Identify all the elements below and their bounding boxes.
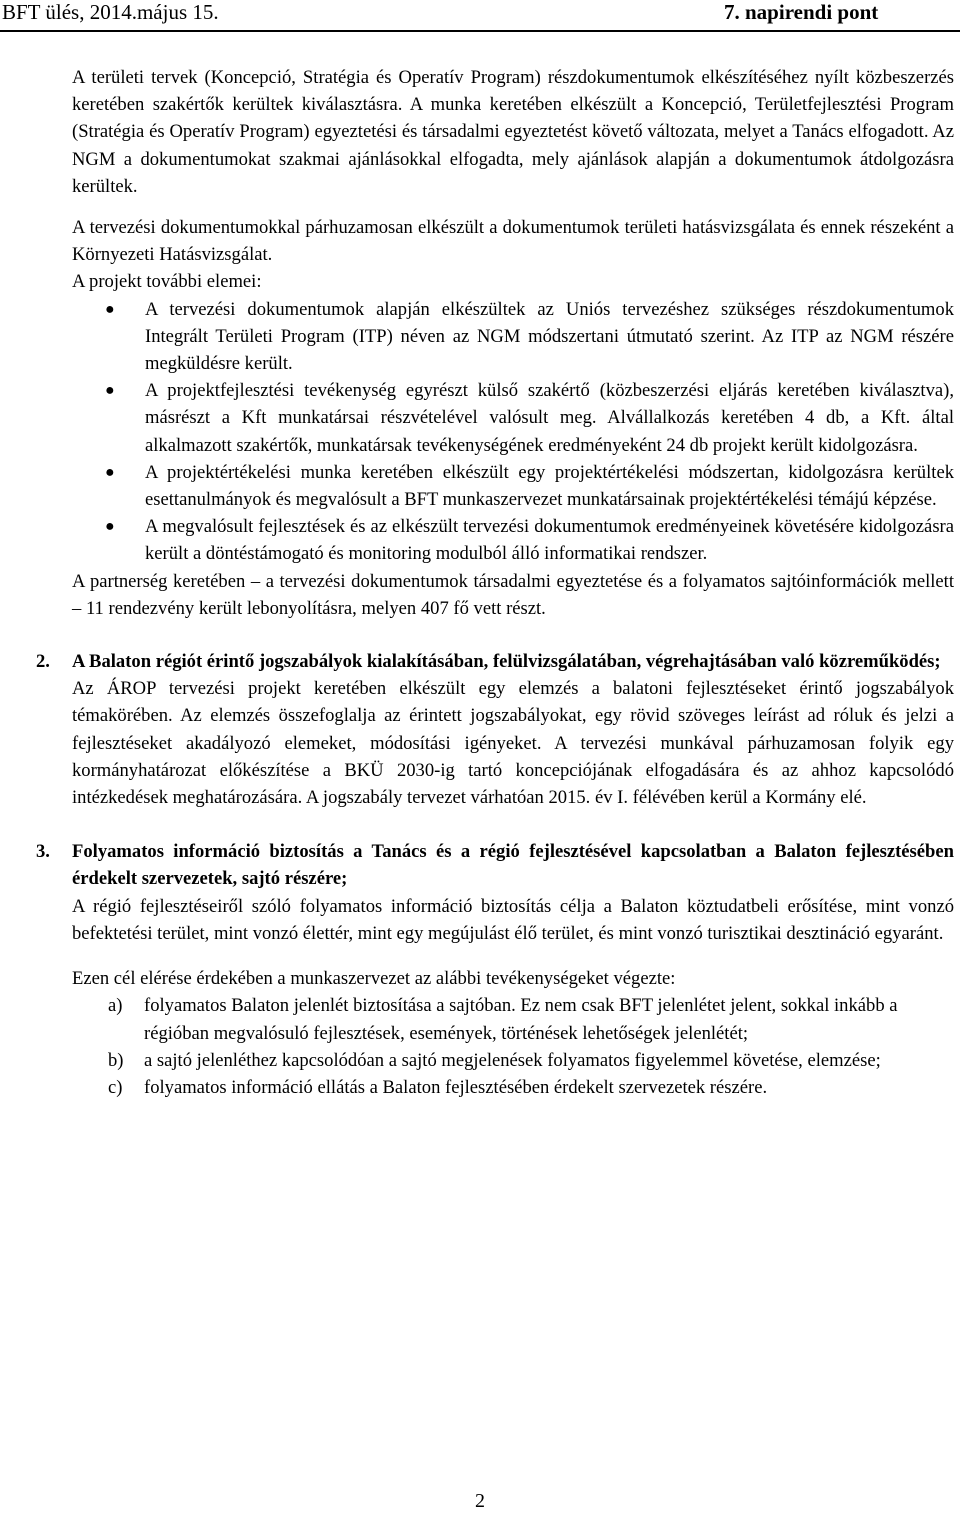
- bullet-icon: ●: [105, 300, 115, 318]
- bullet-icon: ●: [105, 463, 115, 481]
- bullet-list: [72, 296, 954, 568]
- section-3: [36, 838, 954, 1101]
- section-3-body: A régió fejlesztéseiről szóló folyamatos információ biztosítás célja a Balaton köztudatbeli erősítése, mint vonzó befektetési terület, mint vonzó élettér, mint egy megújulást élő terület, és mint vonzó turisztikai desztináció egyaránt.: [72, 895, 954, 944]
- document-body: [36, 64, 954, 1101]
- list-item: ● A tervezési dokumentumok alapján elkészültek az Uniós tervezéshez szükséges részdokumentumok Integrált Területi Program (ITP) néven az NGM módszertani útmutató szerint. Az ITP az NGM részére megküldésre került.: [72, 296, 954, 378]
- lettered-item-a: a) folyamatos Balaton jelenlét biztosítása a sajtóban. Ez nem csak BFT jelenlétet jelent, sokkal inkább a régióban megvalósuló fejlesztések, események, történések lehetőségek jelenlétét;: [108, 995, 898, 1044]
- section-2-number: 2.: [36, 651, 50, 673]
- section-2-title: A Balaton régiót érintő jogszabályok kialakításában, felülvizsgálatában, végrehajtásában való közreműködés;: [72, 651, 941, 673]
- lettered-item-b: b) a sajtó jelenléthez kapcsolódóan a sajtó megjelenések folyamatos figyelemmel követése, elemzése;: [108, 1049, 881, 1071]
- section-3-title: Folyamatos információ biztosítás a Tanács és a régió fejlesztésével kapcsolatban a Balaton fejlesztésében érdekelt szervezetek, sajtó részére;: [72, 841, 954, 890]
- section-3-intro: Ezen cél elérése érdekében a munkaszervezet az alábbi tevékenységeket végezte:: [72, 968, 676, 990]
- list-item: ● A megvalósult fejlesztések és az elkészült tervezési dokumentumok eredményeinek követésére kidolgozásra került a döntéstámogató és monitoring modulból álló informatikai rendszer.: [72, 513, 954, 567]
- paragraph-impact-assessment: A tervezési dokumentumokkal párhuzamosan elkészült a dokumentumok területi hatásvizsgálata és ennek részeként a Környezeti Hatásvizsgálat.: [72, 217, 954, 266]
- section-2-body: Az ÁROP tervezési projekt keretében elkészült egy elemzés a balatoni fejlesztéseket érintő jogszabályok témakörében. Az elemzés összefoglalja az érintett jogszabályokat, egy rövid szöveges leírást ad róluk és jelzi a fejlesztéseket akadályozó elemeket, módosítási igényeket. A tervezési munkával párhuzamosan folyik egy kormányhatározat előkészítése a BKÜ 2030-ig tartó koncepciójának elfogadására és az ahhoz kapcsolódó intézkedések meghatározására. A jogszabály tervezet várhatóan 2015. év I. félévében kerül a Kormány elé.: [72, 678, 954, 809]
- list-item: ● A projektértékelési munka keretében elkészült egy projektértékelési módszertan, kidolgozásra kerültek esettanulmányok és megvalósult a BFT munkaszervezet munkatársainak projektértékelési témájú képzése.: [72, 459, 954, 513]
- page-header: [0, 0, 960, 32]
- lettered-item-c: c) folyamatos információ ellátás a Balaton fejlesztésében érdekelt szervezetek részére.: [108, 1076, 768, 1098]
- header-meeting-date: BFT ülés, 2014.május 15.: [2, 0, 219, 24]
- section-3-number: 3.: [36, 841, 50, 863]
- paragraph-project-elements: A projekt további elemei:: [72, 271, 262, 293]
- bullet-icon: ●: [105, 382, 115, 400]
- header-agenda-item: 7. napirendi pont: [724, 0, 879, 24]
- page-number: 2: [475, 1490, 485, 1512]
- paragraph-intro: A területi tervek (Koncepció, Stratégia és Operatív Program) részdokumentumok elkészítéséhez nyílt közbeszerzés keretében szakértők kerültek kiválasztásra. A munka keretében elkészült a Koncepció, Területfejlesztési Program (Stratégia és Operatív Program) egyeztetési és társadalmi egyeztetést követő változata, melyet a Tanács elfogadott. Az NGM a dokumentumokat szakmai ajánlásokkal elfogadta, mely ajánlások alapján a dokumentumok átdolgozásra kerültek.: [72, 67, 954, 197]
- list-item: ● A projektfejlesztési tevékenység egyrészt külső szakértő (közbeszerzési eljárás keretében kiválasztva), másrészt a Kft munkatársai részvételével valósult meg. Alvállalkozás keretében 4 db, a Kft. által alkalmazott szakértők, munkatársak tevékenységének eredményeként 24 db projekt került kidolgozásra.: [72, 377, 954, 459]
- section-2: [36, 648, 954, 811]
- paragraph-partnership: A partnerség keretében – a tervezési dokumentumok társadalmi egyeztetése és a folyamatos sajtóinformációk mellett – 11 rendezvény került lebonyolításra, melyen 407 fő vett részt.: [72, 570, 954, 619]
- bullet-icon: ●: [105, 518, 115, 536]
